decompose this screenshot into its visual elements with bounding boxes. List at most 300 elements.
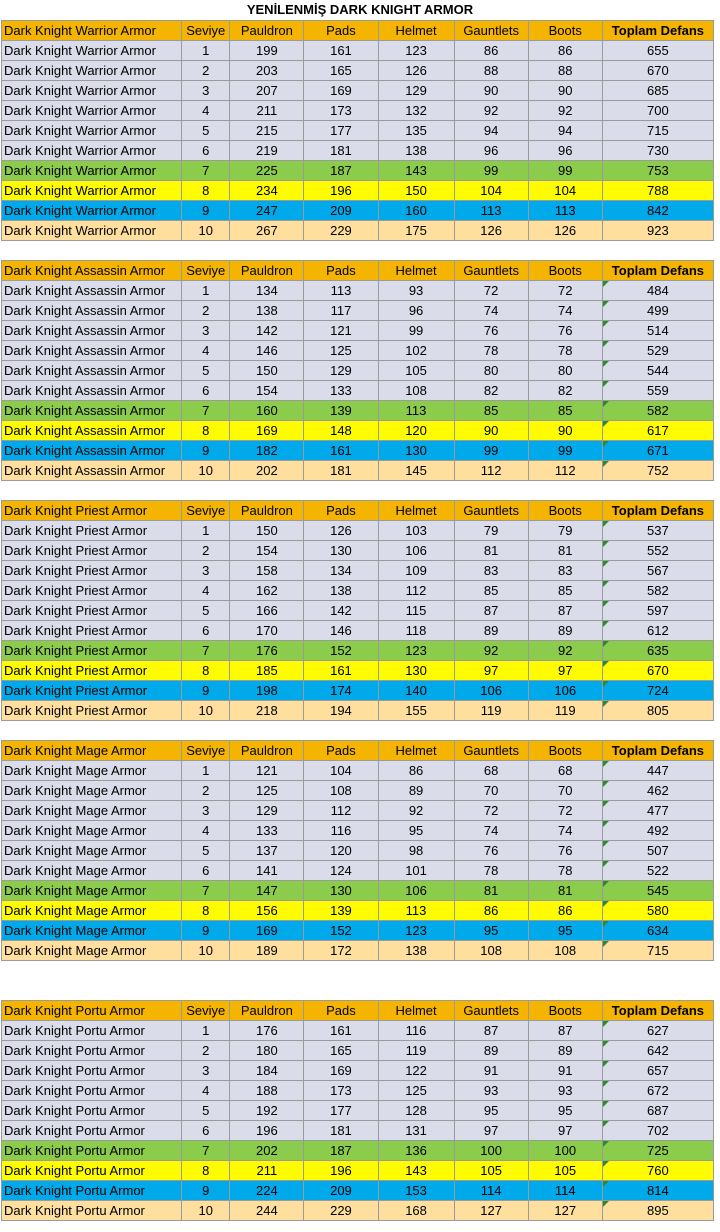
stat-cell: 135 [378, 121, 454, 141]
armor-set-name: Dark Knight Mage Armor [2, 741, 182, 761]
stat-cell: 7 [182, 401, 230, 421]
stat-cell: 134 [304, 561, 378, 581]
column-header: Boots [528, 501, 602, 521]
stat-cell: 9 [182, 921, 230, 941]
row-armor-name: Dark Knight Warrior Armor [2, 161, 182, 181]
stat-cell: 76 [528, 841, 602, 861]
column-header: Boots [528, 741, 602, 761]
table-header-row [2, 261, 714, 281]
total-defense-cell: 612 [602, 621, 713, 641]
stat-cell: 5 [182, 121, 230, 141]
stat-cell: 1 [182, 761, 230, 781]
total-defense-cell: 544 [602, 361, 713, 381]
stat-cell: 80 [454, 361, 528, 381]
stat-cell: 229 [304, 1201, 378, 1221]
stat-cell: 7 [182, 641, 230, 661]
row-armor-name: Dark Knight Portu Armor [2, 1141, 182, 1161]
stat-cell: 133 [230, 821, 304, 841]
stat-cell: 94 [454, 121, 528, 141]
stat-cell: 189 [230, 941, 304, 961]
stat-cell: 139 [304, 401, 378, 421]
row-armor-name: Dark Knight Mage Armor [2, 781, 182, 801]
table-row [2, 541, 714, 561]
stat-cell: 81 [528, 881, 602, 901]
row-armor-name: Dark Knight Mage Armor [2, 801, 182, 821]
table-header-row [2, 741, 714, 761]
table-row [2, 61, 714, 81]
stat-cell: 113 [528, 201, 602, 221]
table-header-row [2, 1001, 714, 1021]
stat-cell: 79 [454, 521, 528, 541]
stat-cell: 6 [182, 1121, 230, 1141]
column-header: Boots [528, 21, 602, 41]
stat-cell: 1 [182, 521, 230, 541]
column-header: Toplam Defans [602, 261, 713, 281]
stat-cell: 3 [182, 321, 230, 341]
stat-cell: 168 [378, 1201, 454, 1221]
stat-cell: 105 [378, 361, 454, 381]
stat-cell: 215 [230, 121, 304, 141]
armor-table [1, 740, 714, 961]
stat-cell: 174 [304, 681, 378, 701]
stat-cell: 81 [528, 541, 602, 561]
stat-cell: 202 [230, 461, 304, 481]
stat-cell: 9 [182, 201, 230, 221]
table-row [2, 821, 714, 841]
total-defense-cell: 685 [602, 81, 713, 101]
stat-cell: 117 [304, 301, 378, 321]
stat-cell: 4 [182, 101, 230, 121]
stat-cell: 95 [528, 921, 602, 941]
column-header: Gauntlets [454, 501, 528, 521]
stat-cell: 139 [304, 901, 378, 921]
column-header: Toplam Defans [602, 21, 713, 41]
stat-cell: 155 [378, 701, 454, 721]
table-row [2, 1201, 714, 1221]
stat-cell: 130 [378, 661, 454, 681]
stat-cell: 129 [230, 801, 304, 821]
total-defense-cell: 670 [602, 61, 713, 81]
row-armor-name: Dark Knight Priest Armor [2, 581, 182, 601]
stat-cell: 140 [378, 681, 454, 701]
total-defense-cell: 725 [602, 1141, 713, 1161]
stat-cell: 104 [528, 181, 602, 201]
stat-cell: 169 [230, 921, 304, 941]
stat-cell: 76 [454, 841, 528, 861]
stat-cell: 86 [454, 901, 528, 921]
stat-cell: 109 [378, 561, 454, 581]
column-header: Boots [528, 261, 602, 281]
table-row [2, 141, 714, 161]
stat-cell: 89 [454, 1041, 528, 1061]
row-armor-name: Dark Knight Priest Armor [2, 521, 182, 541]
stat-cell: 141 [230, 861, 304, 881]
table-row [2, 921, 714, 941]
stat-cell: 146 [230, 341, 304, 361]
column-header: Seviye [182, 741, 230, 761]
stat-cell: 93 [378, 281, 454, 301]
page-title: YENİLENMİŞ DARK KNIGHT ARMOR [246, 2, 474, 17]
stat-cell: 100 [454, 1141, 528, 1161]
total-defense-cell: 814 [602, 1181, 713, 1201]
stat-cell: 93 [528, 1081, 602, 1101]
stat-cell: 136 [378, 1141, 454, 1161]
stat-cell: 68 [454, 761, 528, 781]
table-row [2, 41, 714, 61]
total-defense-cell: 655 [602, 41, 713, 61]
stat-cell: 173 [304, 1081, 378, 1101]
stat-cell: 202 [230, 1141, 304, 1161]
stat-cell: 92 [528, 101, 602, 121]
table-row [2, 781, 714, 801]
total-defense-cell: 580 [602, 901, 713, 921]
stat-cell: 78 [454, 341, 528, 361]
row-armor-name: Dark Knight Mage Armor [2, 761, 182, 781]
stat-cell: 101 [378, 861, 454, 881]
stat-cell: 120 [378, 421, 454, 441]
stat-cell: 2 [182, 1041, 230, 1061]
table-row [2, 881, 714, 901]
stat-cell: 198 [230, 681, 304, 701]
total-defense-cell: 657 [602, 1061, 713, 1081]
stat-cell: 143 [378, 1161, 454, 1181]
total-defense-cell: 788 [602, 181, 713, 201]
stat-cell: 116 [304, 821, 378, 841]
total-defense-cell: 492 [602, 821, 713, 841]
stat-cell: 138 [378, 141, 454, 161]
stat-cell: 99 [528, 441, 602, 461]
stat-cell: 72 [454, 281, 528, 301]
stat-cell: 127 [528, 1201, 602, 1221]
column-header: Helmet [378, 1001, 454, 1021]
stat-cell: 142 [230, 321, 304, 341]
total-defense-cell: 567 [602, 561, 713, 581]
table-row [2, 1181, 714, 1201]
stat-cell: 112 [304, 801, 378, 821]
stat-cell: 181 [304, 141, 378, 161]
column-header: Pads [304, 501, 378, 521]
stat-cell: 121 [304, 321, 378, 341]
stat-cell: 132 [378, 101, 454, 121]
stat-cell: 8 [182, 661, 230, 681]
total-defense-cell: 634 [602, 921, 713, 941]
column-header: Boots [528, 1001, 602, 1021]
stat-cell: 85 [528, 401, 602, 421]
column-header: Pads [304, 741, 378, 761]
stat-cell: 175 [378, 221, 454, 241]
column-header: Gauntlets [454, 21, 528, 41]
column-header: Pauldron [230, 501, 304, 521]
total-defense-cell: 671 [602, 441, 713, 461]
table-row [2, 1101, 714, 1121]
armor-set-name: Dark Knight Warrior Armor [2, 21, 182, 41]
stat-cell: 114 [454, 1181, 528, 1201]
stat-cell: 5 [182, 841, 230, 861]
total-defense-cell: 537 [602, 521, 713, 541]
stat-cell: 150 [230, 361, 304, 381]
stat-cell: 170 [230, 621, 304, 641]
stat-cell: 90 [528, 81, 602, 101]
stat-cell: 106 [528, 681, 602, 701]
row-armor-name: Dark Knight Portu Armor [2, 1181, 182, 1201]
stat-cell: 96 [378, 301, 454, 321]
row-armor-name: Dark Knight Warrior Armor [2, 61, 182, 81]
column-header: Seviye [182, 21, 230, 41]
stat-cell: 156 [230, 901, 304, 921]
stat-cell: 126 [528, 221, 602, 241]
stat-cell: 2 [182, 541, 230, 561]
stat-cell: 161 [304, 661, 378, 681]
stat-cell: 169 [304, 1061, 378, 1081]
stat-cell: 199 [230, 41, 304, 61]
stat-cell: 5 [182, 361, 230, 381]
total-defense-cell: 805 [602, 701, 713, 721]
column-header: Helmet [378, 501, 454, 521]
column-header: Toplam Defans [602, 1001, 713, 1021]
stat-cell: 70 [528, 781, 602, 801]
row-armor-name: Dark Knight Mage Armor [2, 841, 182, 861]
stat-cell: 95 [454, 921, 528, 941]
stat-cell: 104 [304, 761, 378, 781]
stat-cell: 196 [304, 1161, 378, 1181]
stat-cell: 121 [230, 761, 304, 781]
stat-cell: 82 [454, 381, 528, 401]
stat-cell: 177 [304, 121, 378, 141]
stat-cell: 108 [528, 941, 602, 961]
stat-cell: 185 [230, 661, 304, 681]
column-header: Pauldron [230, 741, 304, 761]
stat-cell: 123 [378, 41, 454, 61]
table-row [2, 1121, 714, 1141]
stat-cell: 153 [378, 1181, 454, 1201]
stat-cell: 4 [182, 821, 230, 841]
stat-cell: 7 [182, 161, 230, 181]
stat-cell: 89 [378, 781, 454, 801]
stat-cell: 131 [378, 1121, 454, 1141]
row-armor-name: Dark Knight Assassin Armor [2, 461, 182, 481]
stat-cell: 105 [454, 1161, 528, 1181]
stat-cell: 86 [454, 41, 528, 61]
stat-cell: 229 [304, 221, 378, 241]
stat-cell: 181 [304, 1121, 378, 1141]
stat-cell: 96 [528, 141, 602, 161]
column-header: Helmet [378, 21, 454, 41]
total-defense-cell: 477 [602, 801, 713, 821]
total-defense-cell: 507 [602, 841, 713, 861]
stat-cell: 129 [378, 81, 454, 101]
stat-cell: 99 [528, 161, 602, 181]
stat-cell: 211 [230, 1161, 304, 1181]
stat-cell: 169 [304, 81, 378, 101]
column-header: Helmet [378, 261, 454, 281]
stat-cell: 146 [304, 621, 378, 641]
table-row [2, 341, 714, 361]
total-defense-cell: 529 [602, 341, 713, 361]
stat-cell: 98 [378, 841, 454, 861]
stat-cell: 96 [454, 141, 528, 161]
stat-cell: 100 [528, 1141, 602, 1161]
table-row [2, 161, 714, 181]
stat-cell: 89 [528, 621, 602, 641]
stat-cell: 102 [378, 341, 454, 361]
stat-cell: 8 [182, 1161, 230, 1181]
armor-set-name: Dark Knight Priest Armor [2, 501, 182, 521]
total-defense-cell: 670 [602, 661, 713, 681]
total-defense-cell: 895 [602, 1201, 713, 1221]
stat-cell: 184 [230, 1061, 304, 1081]
total-defense-cell: 627 [602, 1021, 713, 1041]
stat-cell: 74 [528, 301, 602, 321]
column-header: Gauntlets [454, 741, 528, 761]
stat-cell: 209 [304, 201, 378, 221]
stat-cell: 150 [378, 181, 454, 201]
column-header: Pads [304, 261, 378, 281]
stat-cell: 187 [304, 161, 378, 181]
stat-cell: 124 [304, 861, 378, 881]
stat-cell: 118 [378, 621, 454, 641]
stat-cell: 113 [378, 901, 454, 921]
stat-cell: 196 [304, 181, 378, 201]
table-row [2, 1061, 714, 1081]
stat-cell: 6 [182, 861, 230, 881]
stat-cell: 10 [182, 221, 230, 241]
stat-cell: 112 [528, 461, 602, 481]
stat-cell: 95 [528, 1101, 602, 1121]
row-armor-name: Dark Knight Portu Armor [2, 1201, 182, 1221]
stat-cell: 187 [304, 1141, 378, 1161]
stat-cell: 5 [182, 1101, 230, 1121]
stat-cell: 97 [454, 661, 528, 681]
column-header: Pauldron [230, 1001, 304, 1021]
stat-cell: 6 [182, 381, 230, 401]
row-armor-name: Dark Knight Portu Armor [2, 1161, 182, 1181]
row-armor-name: Dark Knight Warrior Armor [2, 141, 182, 161]
stat-cell: 87 [528, 601, 602, 621]
stat-cell: 76 [528, 321, 602, 341]
stat-cell: 130 [378, 441, 454, 461]
stat-cell: 160 [230, 401, 304, 421]
stat-cell: 180 [230, 1041, 304, 1061]
stat-cell: 112 [454, 461, 528, 481]
row-armor-name: Dark Knight Warrior Armor [2, 101, 182, 121]
table-row [2, 941, 714, 961]
stat-cell: 119 [454, 701, 528, 721]
table-row [2, 401, 714, 421]
row-armor-name: Dark Knight Portu Armor [2, 1021, 182, 1041]
stat-cell: 161 [304, 41, 378, 61]
stat-cell: 196 [230, 1121, 304, 1141]
stat-cell: 113 [304, 281, 378, 301]
stat-cell: 99 [454, 441, 528, 461]
table-row [2, 561, 714, 581]
armor-set-name: Dark Knight Assassin Armor [2, 261, 182, 281]
stat-cell: 74 [454, 821, 528, 841]
stat-cell: 130 [304, 541, 378, 561]
table-row [2, 181, 714, 201]
table-row [2, 861, 714, 881]
stat-cell: 4 [182, 341, 230, 361]
stat-cell: 169 [230, 421, 304, 441]
stat-cell: 1 [182, 41, 230, 61]
total-defense-cell: 842 [602, 201, 713, 221]
table-row [2, 201, 714, 221]
stat-cell: 10 [182, 461, 230, 481]
stat-cell: 87 [454, 601, 528, 621]
stat-cell: 2 [182, 301, 230, 321]
row-armor-name: Dark Knight Mage Armor [2, 921, 182, 941]
stat-cell: 106 [378, 881, 454, 901]
table-row [2, 681, 714, 701]
stat-cell: 92 [528, 641, 602, 661]
total-defense-cell: 642 [602, 1041, 713, 1061]
table-row [2, 221, 714, 241]
stat-cell: 3 [182, 81, 230, 101]
column-header: Pauldron [230, 261, 304, 281]
stat-cell: 247 [230, 201, 304, 221]
stat-cell: 86 [528, 901, 602, 921]
stat-cell: 108 [378, 381, 454, 401]
row-armor-name: Dark Knight Portu Armor [2, 1041, 182, 1061]
stat-cell: 119 [378, 1041, 454, 1061]
table-row [2, 281, 714, 301]
stat-cell: 161 [304, 1021, 378, 1041]
stat-cell: 95 [378, 821, 454, 841]
column-header: Seviye [182, 261, 230, 281]
stat-cell: 99 [378, 321, 454, 341]
stat-cell: 82 [528, 381, 602, 401]
total-defense-cell: 752 [602, 461, 713, 481]
total-defense-cell: 447 [602, 761, 713, 781]
stat-cell: 105 [528, 1161, 602, 1181]
column-header: Seviye [182, 1001, 230, 1021]
stat-cell: 88 [528, 61, 602, 81]
total-defense-cell: 715 [602, 941, 713, 961]
stat-cell: 91 [528, 1061, 602, 1081]
total-defense-cell: 730 [602, 141, 713, 161]
stat-cell: 97 [528, 661, 602, 681]
row-armor-name: Dark Knight Assassin Armor [2, 381, 182, 401]
stat-cell: 108 [454, 941, 528, 961]
stat-cell: 173 [304, 101, 378, 121]
row-armor-name: Dark Knight Assassin Armor [2, 281, 182, 301]
stat-cell: 166 [230, 601, 304, 621]
stat-cell: 209 [304, 1181, 378, 1201]
stat-cell: 9 [182, 441, 230, 461]
stat-cell: 134 [230, 281, 304, 301]
table-row [2, 81, 714, 101]
row-armor-name: Dark Knight Portu Armor [2, 1061, 182, 1081]
stat-cell: 8 [182, 181, 230, 201]
stat-cell: 218 [230, 701, 304, 721]
stat-cell: 10 [182, 1201, 230, 1221]
stat-cell: 160 [378, 201, 454, 221]
total-defense-cell: 617 [602, 421, 713, 441]
stat-cell: 112 [378, 581, 454, 601]
stat-cell: 10 [182, 701, 230, 721]
table-row [2, 581, 714, 601]
total-defense-cell: 522 [602, 861, 713, 881]
row-armor-name: Dark Knight Assassin Armor [2, 301, 182, 321]
stat-cell: 125 [230, 781, 304, 801]
row-armor-name: Dark Knight Warrior Armor [2, 221, 182, 241]
stat-cell: 2 [182, 61, 230, 81]
row-armor-name: Dark Knight Priest Armor [2, 621, 182, 641]
stat-cell: 114 [528, 1181, 602, 1201]
stat-cell: 224 [230, 1181, 304, 1201]
stat-cell: 85 [454, 401, 528, 421]
row-armor-name: Dark Knight Warrior Armor [2, 81, 182, 101]
stat-cell: 3 [182, 561, 230, 581]
